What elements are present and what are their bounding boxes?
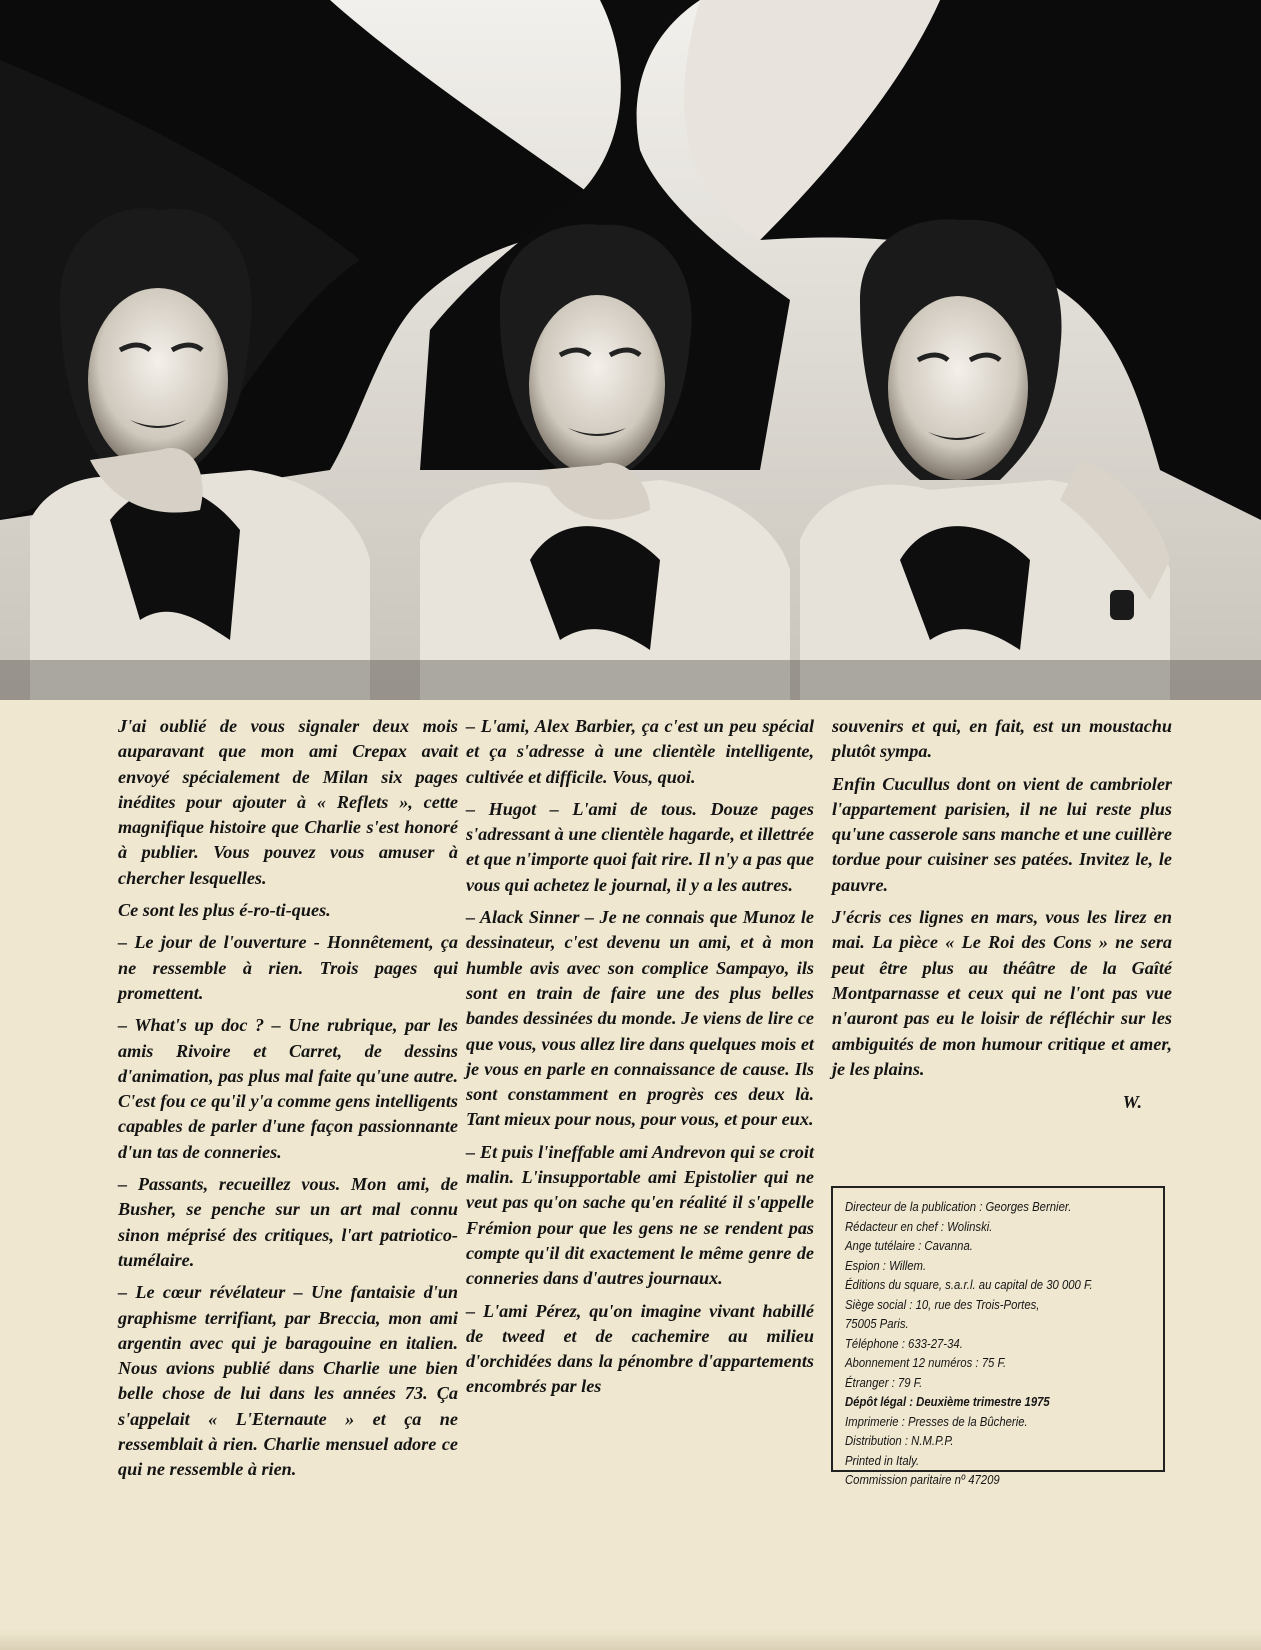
masthead-line: Commission paritaire nº 47209 [845, 1473, 1000, 1487]
masthead-box [831, 1186, 1165, 1487]
masthead-line: 75005 Paris. [845, 1317, 909, 1331]
paragraph: J'ai oublié de vous signaler deux mois auparavant que mon ami Crepax avait envoyé spécialement de Milan six pages inédites pour ajouter à « Reflets », cette magnifique histoire que Charlie s'est honoré à publier. Vous pouvez vous amuser à chercher lesquelles. [118, 716, 458, 888]
author-signature: W. [1122, 1092, 1142, 1113]
masthead-line: Printed in Italy. [845, 1453, 920, 1468]
paragraph: – Alack Sinner – Je ne connais que Munoz le dessinateur, c'est devenu un ami, et à mon humble avis avec son complice Sampayo, ils sont en train de faire une des plus belles bandes dessinées du monde. Je viens de lire ce que vous, vous allez lire dans quelques mois et je vous en parle en connaissance de cause. Ils sont constamment en progrès ces deux là. Tant mieux pour nous, pour vous, et pour eux. [466, 907, 814, 1130]
three-women-photo [0, 0, 1261, 700]
paragraph: – Le cœur révélateur – Une fantaisie d'un graphisme terrifiant, par Breccia, mon ami argentin avec qui je baragouine en italien. Nous avions publié dans Charlie une bien belle chose de lui dans les années 73. Ça s'appelait « L'Eternaute » et ça ne ressemblait à rien. Charlie mensuel adore ce qui ne ressemble à rien. [118, 1282, 458, 1480]
paragraph: – L'ami, Alex Barbier, ça c'est un peu spécial et ça s'adresse à une clientèle intelligente, cultivée et difficile. Vous, quoi. [466, 716, 814, 787]
masthead-line: Ange tutélaire : Cavanna. [845, 1239, 973, 1253]
masthead-line: Éditions du square, s.a.r.l. au capital de 30 000 F. [845, 1278, 1093, 1292]
paragraph: – Et puis l'ineffable ami Andrevon qui se croit malin. L'insupportable ami Epistolier qui ne veut pas qu'on sache qu'en réalité il s'appelle Frémion pour que les gens ne se rendent pas compte qu'il dit exactement le même genre de conneries dans d'autres journaux. [466, 1141, 814, 1289]
paragraph: Ce sont les plus é-ro-ti-ques. [118, 900, 331, 921]
masthead-line: Siège social : 10, rue des Trois-Portes, [845, 1297, 1040, 1312]
page-edge [0, 1630, 1261, 1650]
masthead-line: Rédacteur en chef : Wolinski. [845, 1219, 993, 1234]
masthead-line: Téléphone : 633-27-34. [845, 1336, 963, 1351]
masthead-line: Espion : Willem. [845, 1258, 927, 1273]
masthead-line: Directeur de la publication : Georges Bernier. [845, 1200, 1072, 1214]
masthead-line: Étranger : 79 F. [845, 1375, 923, 1390]
paragraph: – Passants, recueillez vous. Mon ami, de Busher, se penche sur un art mal connu sinon méprisé des critiques, l'art patriotico-tumélaire. [118, 1174, 458, 1270]
paragraph: J'écris ces lignes en mars, vous les lirez en mai. La pièce « Le Roi des Cons » ne sera peut être plus au théâtre de la Gaîté Montparnasse et ceux qui ne l'ont pas vue n'auront pas eu le loisir de réfléchir sur les ambiguités de mon humour critique et amer, je les plains. [832, 907, 1172, 1079]
photo-illustration [0, 0, 1261, 700]
article-column-1 [118, 714, 458, 1490]
article-column-2 [466, 714, 814, 1407]
masthead-line: Dépôt légal : Deuxième trimestre 1975 [845, 1395, 1050, 1409]
masthead-line: Abonnement 12 numéros : 75 F. [845, 1356, 1007, 1370]
paragraph: Enfin Cucullus dont on vient de cambrioler l'appartement parisien, il ne lui reste plus qu'une casserole sans manche et une cuillère tordue pour cuisiner ses patées. Invitez le, le pauvre. [832, 773, 1172, 895]
paragraph: – L'ami Pérez, qu'on imagine vivant habillé de tweed et de cachemire au milieu d'orchidées dans la pénombre d'appartements encombrés par les [466, 1300, 814, 1397]
paragraph: – Hugot – L'ami de tous. Douze pages s'adressant à une clientèle hagarde, et illettrée et que n'importe quoi fait rire. Il n'y a pas que vous qui achetez le journal, il y a les autres. [466, 798, 814, 895]
article-columns [0, 714, 1261, 1650]
paragraph: souvenirs et qui, en fait, est un moustachu plutôt sympa. [832, 716, 1172, 762]
article-column-3 [832, 714, 1172, 1122]
paragraph: – Le jour de l'ouverture - Honnêtement, ça ne ressemble à rien. Trois pages qui promettent. [118, 932, 458, 1003]
masthead-line: Distribution : N.M.P.P. [845, 1434, 954, 1448]
masthead-line: Imprimerie : Presses de la Bûcherie. [845, 1414, 1028, 1429]
paragraph: – What's up doc ? – Une rubrique, par les amis Rivoire et Carret, de dessins d'animation, pas plus mal faite qu'une autre. C'est fou ce qu'il y'a comme gens intelligents capables de parler d'une façon passionnante d'un tas de conneries. [118, 1015, 458, 1162]
